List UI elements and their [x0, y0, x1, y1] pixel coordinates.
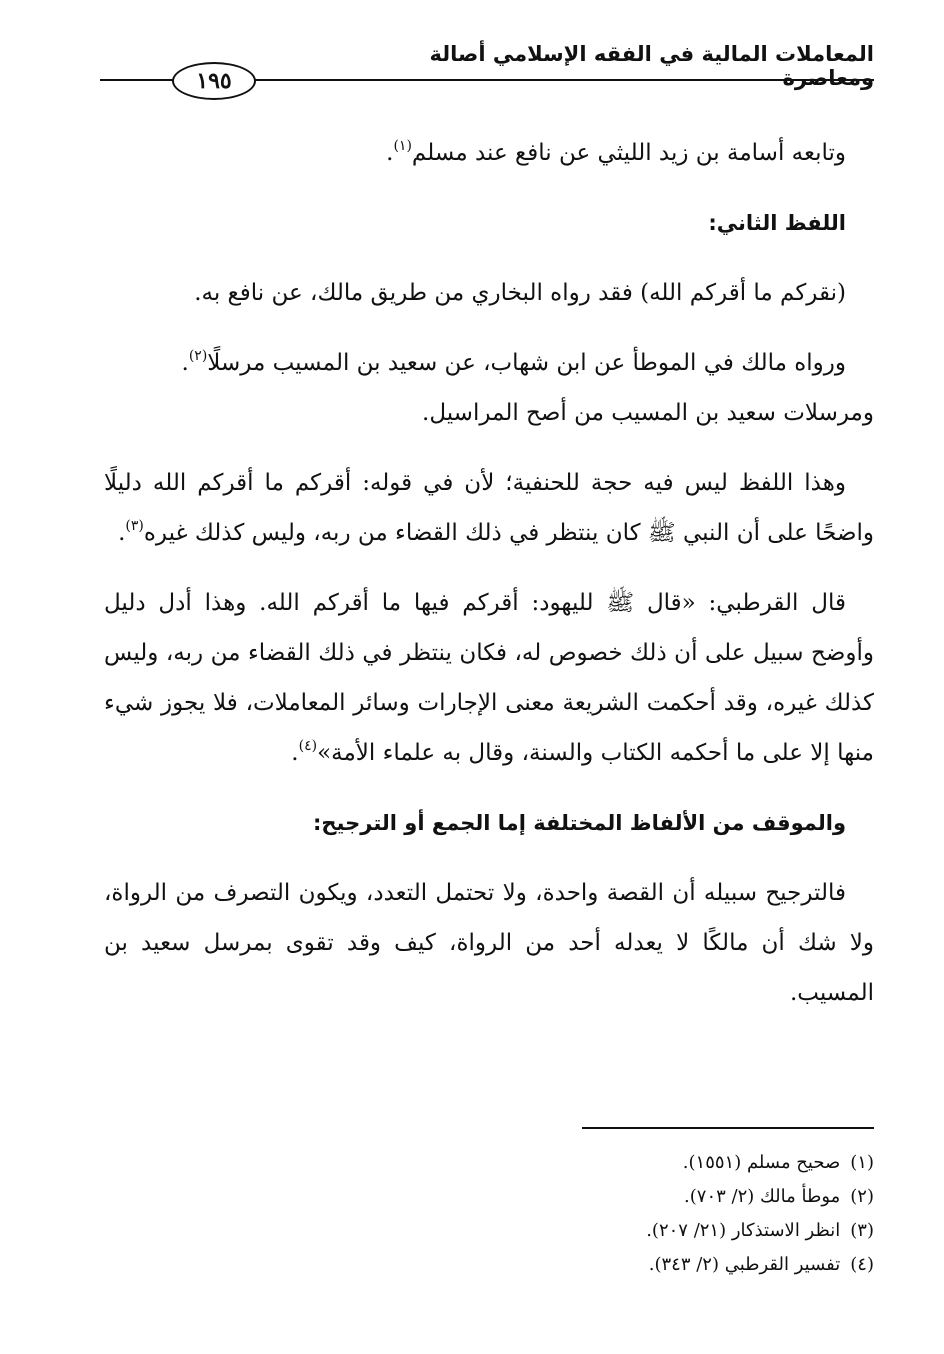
paragraph-7: فالترجيح سبيله أن القصة واحدة، ولا تحتمل التعدد، ويكون التصرف من الرواة، ولا شك أن مالكًا لا يعدله أحد من الرواة، كيف وقد تقوى بمرسل سعيد بن المسيب. [104, 880, 874, 1006]
footnote-text: صحيح مسلم (١٥٥١). [682, 1152, 841, 1173]
paragraph-3: ورواه مالك في الموطأ عن ابن شهاب، عن سعيد بن المسيب مرسلًا$^{(٢)}$. [181, 348, 846, 376]
footnote-item [374, 1180, 874, 1214]
page-number: ١٩٥ [172, 62, 256, 100]
footnote-number: (٣) [850, 1220, 874, 1241]
footnote-ref-4: (٤) [298, 738, 318, 754]
paragraph-6-quote: قال القرطبي: «قال ﷺ لليهود: أقركم فيها ما أقركم الله. وهذا أدل دليل وأوضح سبيل على أن ذلك خصوص له، فكان ينتظر في ذلك القضاء من ربه، وليس كذلك غيره، وقد أحكمت الشريعة معنى الإجارات وسائر المعاملات، فلا يجوز شيء منها إلا على ما أحكمه الكتاب والسنة، وقال به علماء الأمة»$^{(٤)}$. [104, 590, 874, 766]
footnote-text: انظر الاستذكار (٢١/ ٢٠٧). [646, 1220, 841, 1241]
footnote-number: (١) [850, 1152, 874, 1173]
footnotes [374, 1146, 874, 1282]
paragraph-5: وهذا اللفظ ليس فيه حجة للحنفية؛ لأن في قوله: أقركم ما أقركم الله دليلًا واضحًا على أن النبي ﷺ كان ينتظر في ذلك القضاء من ربه، وليس كذلك غيره$^{(٣)}$. [104, 470, 874, 546]
footnote-text: تفسير القرطبي (٢/ ٣٤٣). [648, 1254, 841, 1275]
main-text [104, 128, 874, 1018]
footnote-item [374, 1248, 874, 1282]
paragraph-1: وتابعه أسامة بن زيد الليثي عن نافع عند مسلم$^{(١)}$. [386, 138, 846, 166]
subheading-second-wording: اللفظ الثاني: [708, 211, 846, 235]
footnote-ref-2: (٢) [188, 348, 208, 364]
subheading-position: والموقف من الألفاظ المختلفة إما الجمع أو الترجيح: [313, 811, 846, 835]
paragraph-2: (نقركم ما أقركم الله) فقد رواه البخاري من طريق مالك، عن نافع به. [194, 280, 846, 306]
footnote-separator [582, 1127, 874, 1129]
footnote-item [374, 1146, 874, 1180]
footnote-number: (٢) [850, 1186, 874, 1207]
footnote-item [374, 1214, 874, 1248]
footnote-number: (٤) [850, 1254, 874, 1275]
running-title: المعاملات المالية في الفقه الإسلامي أصالة ومعاصرة [429, 42, 874, 90]
footnote-ref-3: (٣) [125, 518, 144, 534]
footnote-ref-1: (١) [393, 138, 412, 154]
footnote-text: موطأ مالك (٢/ ٧٠٣). [684, 1186, 841, 1207]
paragraph-4: ومرسلات سعيد بن المسيب من أصح المراسيل. [422, 400, 874, 426]
